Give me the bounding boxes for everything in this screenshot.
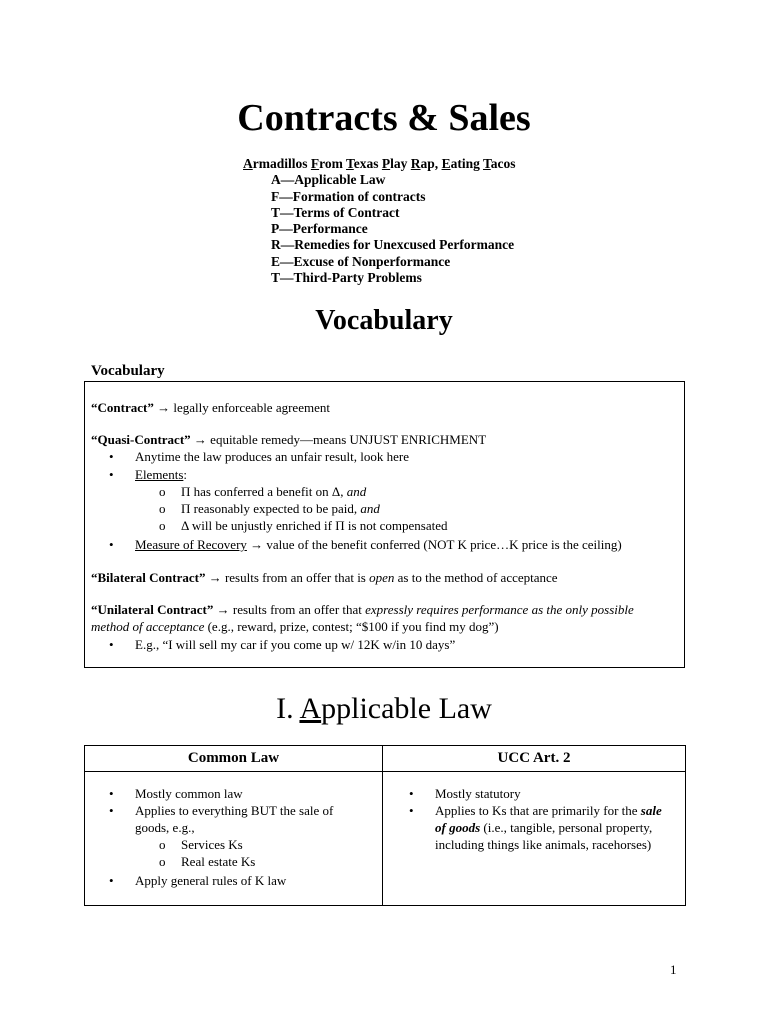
mnemonic-word-rest: ap, — [420, 156, 442, 171]
list-item-cont: including things like animals, racehorses) — [435, 837, 652, 852]
vocab-definition: equitable remedy—means UNJUST ENRICHMENT — [210, 432, 487, 447]
vocabulary-heading: Vocabulary — [315, 305, 453, 336]
list-item-text: Π has conferred a benefit on Δ, — [181, 484, 347, 499]
sub-bullet-icon: o — [159, 501, 166, 516]
mnemonic-item: A—Applicable Law — [271, 172, 386, 188]
mnemonic-item: F—Formation of contracts — [271, 188, 426, 204]
vocab-definition: as to the method of acceptance — [394, 570, 558, 585]
list-item-text: Anytime the law produces an unfair result, look here — [135, 449, 409, 464]
list-item-text: Services Ks — [181, 837, 243, 852]
colon: : — [183, 467, 188, 482]
bullet-icon: • — [109, 803, 114, 818]
vocab-term: “Unilateral Contract” — [91, 602, 214, 617]
mnemonic-item: R—Remedies for Unexcused Performance — [271, 237, 515, 253]
mnemonic-initial: P — [381, 156, 391, 171]
vocab-definition: results from an offer that — [232, 602, 366, 617]
mnemonic-initial: F — [310, 156, 320, 171]
document-title: Contracts & Sales — [237, 97, 531, 139]
emphasis: open — [369, 570, 395, 585]
mnemonic-word-rest: rmadillos — [252, 156, 311, 171]
vocab-contract — [91, 399, 330, 416]
bullet-icon: • — [109, 537, 114, 552]
vocab-bilateral-contract — [91, 569, 558, 586]
mnemonic-word-rest: ating — [450, 156, 483, 171]
bullet-icon: • — [109, 467, 114, 482]
sub-bullet-icon: o — [159, 484, 166, 499]
vocab-term: “Quasi-Contract” — [91, 432, 191, 447]
sub-bullet-icon: o — [159, 854, 166, 869]
emphasis: and — [346, 484, 367, 499]
bullet-icon: • — [109, 873, 114, 888]
bullet-icon: • — [109, 786, 114, 801]
heading-initial: A — [299, 692, 322, 725]
column-header-ucc: UCC Art. 2 — [497, 750, 571, 766]
vocab-unilateral-contract — [91, 601, 634, 618]
vocab-unilateral-contract-cont — [91, 618, 499, 635]
mnemonic-word-rest: rom — [319, 156, 347, 171]
list-item-text: Mostly statutory — [435, 786, 521, 801]
mnemonic-word-rest: lay — [390, 156, 411, 171]
vocab-term: “Bilateral Contract” — [91, 570, 206, 585]
list-item-text: Δ will be unjustly enriched if Π is not compensated — [181, 518, 448, 533]
heading-prefix: I. — [276, 692, 300, 725]
heading-rest: pplicable Law — [321, 692, 492, 725]
applicable-law-heading — [0, 690, 768, 728]
emphasis: expressly requires performance as the only possible — [365, 602, 634, 617]
list-item-text: Π reasonably expected to be paid, — [181, 501, 361, 516]
vocab-term: “Contract” — [91, 400, 154, 415]
mnemonic-phrase — [243, 156, 515, 172]
header-divider — [85, 771, 685, 772]
bullet-icon: • — [409, 803, 414, 818]
list-item-cont — [435, 820, 652, 837]
arrow: → — [213, 602, 233, 617]
bullet-icon: • — [409, 786, 414, 801]
emphasis: of goods — [435, 820, 481, 835]
mnemonic-initial: E — [441, 156, 451, 171]
list-item-text: → value of the benefit conferred (NOT K price…K price is the ceiling) — [246, 537, 622, 552]
arrow: → — [190, 432, 211, 447]
mnemonic-item: E—Excuse of Nonperformance — [271, 253, 451, 269]
list-item-label: Measure of Recovery — [135, 537, 247, 552]
mnemonic-initial: T — [346, 156, 354, 171]
emphasis: sale — [640, 803, 662, 818]
mnemonic-initial: T — [482, 156, 491, 171]
vocabulary-box — [84, 381, 685, 668]
mnemonic-word-rest: acos — [490, 156, 516, 171]
mnemonic-initial: A — [243, 156, 253, 171]
list-item-text: E.g., “I will sell my car if you come up w/ 12K w/in 10 days” — [135, 637, 456, 652]
sub-bullet-icon: o — [159, 837, 166, 852]
mnemonic-item: P—Performance — [271, 221, 368, 237]
vocabulary-box-label: Vocabulary — [91, 363, 165, 379]
list-item-text: Mostly common law — [135, 786, 243, 801]
arrow: → — [205, 570, 225, 585]
vocab-definition: (e.g., reward, prize, contest; “$100 if you find my dog”) — [204, 619, 499, 634]
list-item-text: Applies to everything BUT the sale of — [135, 803, 334, 818]
applicable-law-table — [84, 745, 686, 906]
ucc-cell — [383, 786, 685, 904]
mnemonic-word-rest: exas — [353, 156, 382, 171]
mnemonic-initial: R — [410, 156, 421, 171]
list-item-text: Apply general rules of K law — [135, 873, 287, 888]
bullet-icon: • — [109, 449, 114, 464]
mnemonic-item: T—Third-Party Problems — [271, 270, 422, 286]
common-law-cell — [85, 786, 382, 904]
page-number: 1 — [670, 962, 677, 977]
emphasis: method of acceptance — [91, 619, 205, 634]
list-item-text: Real estate Ks — [181, 854, 256, 869]
emphasis: and — [360, 501, 380, 516]
column-header-common-law: Common Law — [187, 750, 280, 766]
mnemonic-block — [243, 156, 515, 286]
arrow: → — [153, 400, 174, 415]
mnemonic-items — [243, 172, 515, 286]
list-item-text: (i.e., tangible, personal property, — [480, 820, 653, 835]
sub-bullet-icon: o — [159, 518, 166, 533]
vocab-definition: results from an offer that is — [224, 570, 370, 585]
vocab-quasi-contract — [91, 431, 486, 448]
bullet-icon: • — [109, 637, 114, 652]
list-item-text: Elements — [135, 467, 184, 482]
list-item-cont: goods, e.g., — [135, 820, 195, 835]
vocab-definition: legally enforceable agreement — [173, 400, 330, 415]
mnemonic-item: T—Terms of Contract — [271, 204, 400, 220]
list-item-text: Applies to Ks that are primarily for the — [435, 803, 641, 818]
